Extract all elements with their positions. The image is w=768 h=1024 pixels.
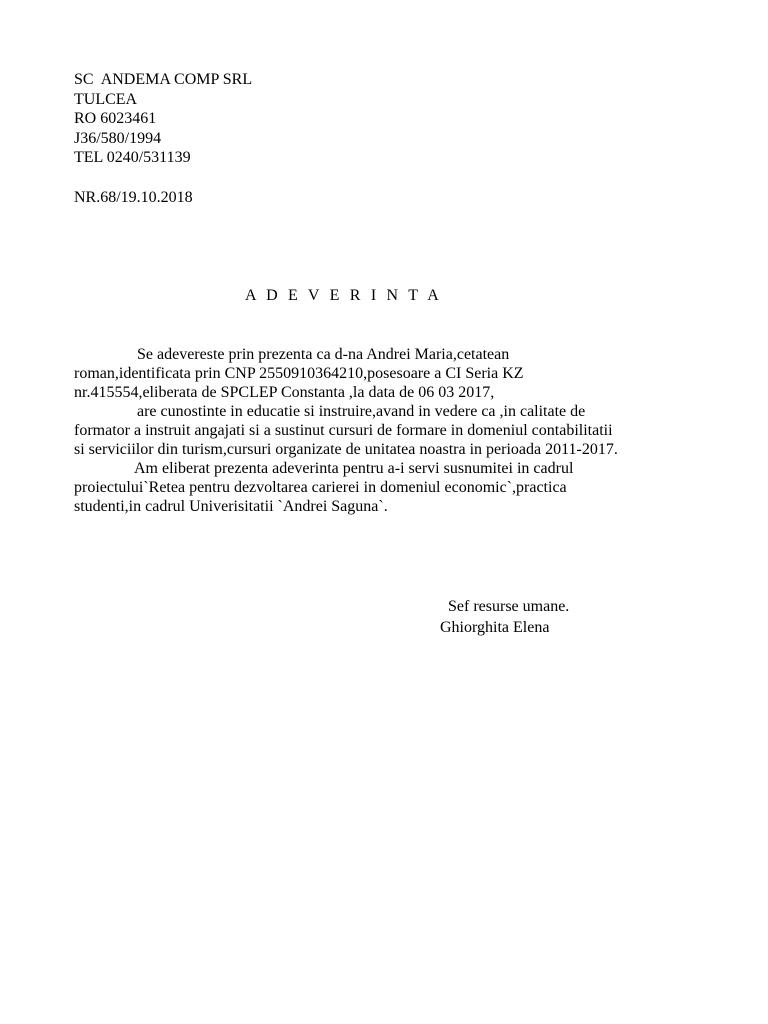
- body-line: roman,identificata prin CNP 2550910364210,posesoare a CI Seria KZ: [74, 365, 524, 382]
- company-fiscal-code: RO 6023461: [74, 110, 157, 127]
- body-line: Se adevereste prin prezenta ca d-na Andrei Maria,cetatean: [137, 346, 510, 363]
- company-city: TULCEA: [74, 90, 138, 108]
- signature-role: Sef resurse umane.: [448, 598, 570, 615]
- body-line: formator a instruit angajati si a sustinut cursuri de formare in domeniul contabilitatii: [74, 422, 613, 439]
- signature-name: Ghiorghita Elena: [440, 619, 550, 636]
- company-name: SC ANDEMA COMP SRL: [74, 71, 253, 88]
- body-line: studenti,in cadrul Univerisitatii `Andrei Saguna`.: [74, 498, 388, 515]
- body-line: are cunostinte in educatie si instruire,avand in vedere ca ,in calitate de: [137, 403, 586, 420]
- company-registry: J36/580/1994: [74, 129, 162, 147]
- document-number: NR.68/19.10.2018: [74, 189, 193, 206]
- body-line: Am eliberat prezenta adeverinta pentru a-i servi susnumitei in cadrul: [134, 460, 574, 477]
- company-phone: TEL 0240/531139: [74, 149, 191, 166]
- body-line: proiectului`Retea pentru dezvoltarea carierei in domeniul economic`,practica: [74, 479, 567, 496]
- document-title: A D E V E R I N T A: [245, 287, 442, 304]
- body-line: nr.415554,eliberata de SPCLEP Constanta ,la data de 06 03 2017,: [74, 384, 495, 401]
- company-header: [74, 70, 252, 168]
- body-line: si serviciilor din turism,cursuri organizate de unitatea noastra in perioada 2011-2017.: [74, 441, 618, 458]
